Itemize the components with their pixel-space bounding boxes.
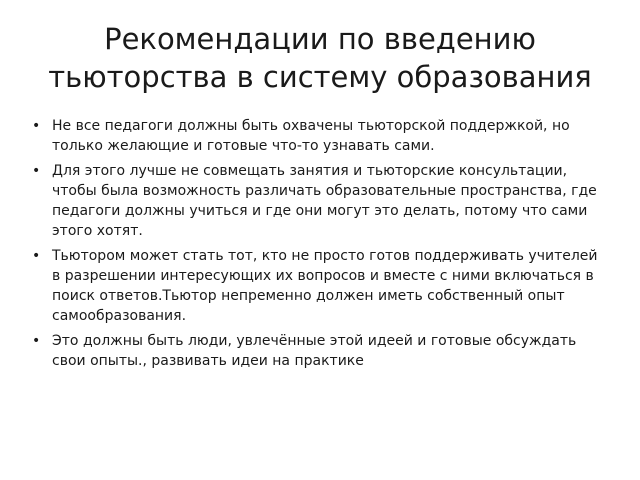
bullet-text: Тьютором может стать тот, кто не просто готов поддерживать учителей в разрешении интересующих их вопросов и вместе с ними включаться в поиск ответов.Тьютор непременно должен иметь собственный опыт самообразования. [52, 248, 598, 324]
bullet-item [32, 331, 610, 371]
bullet-dot-icon: • [32, 118, 41, 134]
bullet-dot-icon: • [32, 248, 41, 264]
bullet-text: Это должны быть люди, увлечённые этой идеей и готовые обсуждать свои опыты., развивать идеи на практике [52, 333, 577, 369]
bullet-dot-icon: • [32, 333, 41, 349]
bullet-list [32, 116, 610, 376]
bullet-text: Не все педагоги должны быть охвачены тьюторской поддержкой, но только желающие и готовые что-то узнавать сами. [52, 118, 570, 154]
bullet-item [32, 161, 610, 241]
slide-title: Рекомендации по введению тьюторства в систему образования [48, 22, 592, 94]
bullet-text: Для этого лучше не совмещать занятия и тьюторские консультации, чтобы была возможность различать образовательные пространства, где педагоги должны учиться и где они могут это делать, потому что сами этого хотят. [52, 163, 597, 239]
bullet-item [32, 246, 610, 326]
bullet-dot-icon: • [32, 163, 41, 179]
bullet-item [32, 116, 610, 156]
